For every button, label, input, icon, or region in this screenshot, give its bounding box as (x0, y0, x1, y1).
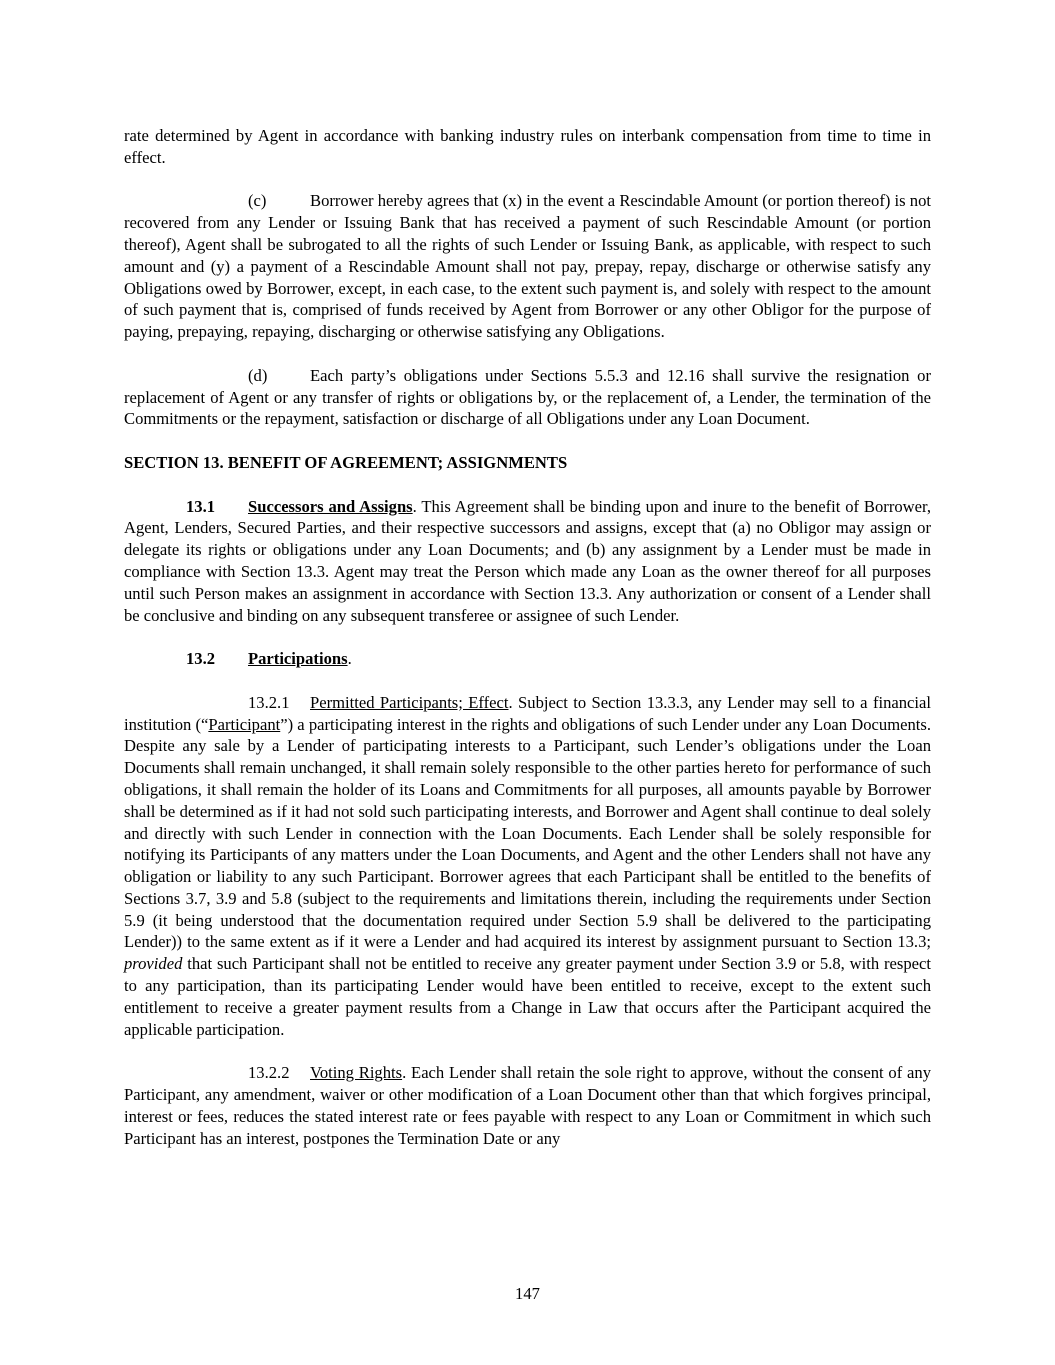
provided-italic-term: provided (124, 954, 183, 974)
section-13-1-text: This Agreement shall be binding upon and inure to the benefit of Borrower, Agent, Lenders, Secured Parties, and their respective successors and assigns, except that (a) no Obligor may assign or delegate its rights or obligations under any Loan Documents; and (b) any assignment by a Lender must be made in compliance with Section 13.3. Agent may treat the Person which made any Loan as the owner thereof for all purposes until such Person makes an assignment in accordance with Section 13.3. Any authorization or consent of a Lender shall be conclusive and binding on any subsequent transferee or assignee of such Lender. (124, 496, 932, 625)
paragraph-d (124, 365, 931, 430)
section-13-2-2-title: Voting Rights (310, 1063, 403, 1083)
page-number: 147 (515, 1284, 540, 1303)
section-13-2-1-text-c: that such Participant shall not be entitled to receive any greater payment under Section 3.9 or 5.8, with respect to any participation, than its participating Lender would have been entitled to receive, except to the extent such entitlement to receive a greater payment results from a Change in Law that occurs after the Participant acquired the applicable participation. (124, 954, 931, 1039)
paragraph-c-marker: (c) (248, 191, 267, 211)
paragraph-d-marker: (d) (248, 365, 268, 385)
section-13-1-number: 13.1 (186, 496, 216, 516)
section-13-2-number: 13.2 (186, 649, 216, 669)
paragraph-c (124, 190, 931, 343)
section-13-2-1-number: 13.2.1 (248, 692, 290, 712)
section-13-2-1-text-b: ”) a participating interest in the rights and obligations of such Lender under any Loan Documents. Despite any sale by a Lender of participating interests to a Participant, such Lender’s obligations under the Loan Documents shall remain unchanged, it shall remain solely responsible to the other parties hereto for performance of such obligations, it shall remain the holder of its Loans and Commitments for all purposes, all amounts payable by Borrower shall be determined as if it had not sold such participating interests, and Borrower and Agent shall continue to deal solely and directly with such Lender in connection with the Loan Documents. Each Lender shall be solely responsible for notifying its Participants of any matters under the Loan Documents, and Agent and the other Lenders shall not have any obligation or liability to any such Participant. Borrower agrees that each Participant shall be entitled to the benefits of Sections 3.7, 3.9 and 5.8 (subject to the requirements and limitations therein, including the requirements under Section 5.9 (it being understood that the documentation required under Section 5.9 shall be delivered to the participating Lender)) to the same extent as if it were a Lender and had acquired its interest by assignment pursuant to Section 13.3; (124, 714, 931, 952)
paragraph-d-text: Each party’s obligations under Sections 5.5.3 and 12.16 shall survive the resignation or replacement of Agent or any transfer of rights or obligations by, or the replacement of, a Lender, the termination of the Commitments or the repayment, satisfaction or discharge of all Obligations under any Loan Document. (124, 365, 931, 429)
section-13-2-2-number: 13.2.2 (248, 1063, 290, 1083)
section-13-2-title-period: . (347, 649, 352, 669)
section-13-1 (124, 496, 931, 627)
section-13-2-1-text-a: . Subject to Section 13.3.3, any Lender may sell to a financial institution (“ (124, 692, 931, 734)
section-13-2-2-text: . Each Lender shall retain the sole right to approve, without the consent of any Participant, any amendment, waiver or other modification of a Loan Document other than that which forgives principal, interest or fees, reduces the stated interest rate or fees payable with respect to any Loan or Commitment in which such Participant has an interest, postpones the Termination Date or any (124, 1063, 932, 1148)
section-13-1-title: Successors and Assigns (248, 496, 413, 516)
section-13-2-2 (124, 1062, 931, 1149)
section-13-heading: SECTION 13. BENEFIT OF AGREEMENT; ASSIGNMENTS (124, 452, 568, 472)
paragraph-c-text: Borrower hereby agrees that (x) in the event a Rescindable Amount (or portion thereof) is not recovered from any Lender or Issuing Bank that has received a payment of such Rescindable Amount (or portion thereof), Agent shall be subrogated to all the rights of such Lender or Issuing Bank, as applicable, with respect to such amount and (y) a payment of a Rescindable Amount shall not pay, prepay, repay, discharge or otherwise satisfy any Obligations owed by Borrower, except, in each case, to the extent such payment is, and solely with respect to the amount of such payment that is, comprised of funds received by Agent from Borrower or any other Obligor for the purpose of paying, prepaying, repaying, discharging or otherwise satisfying any Obligations. (124, 191, 931, 342)
section-13-2-1 (124, 692, 931, 1041)
section-13-2-title: Participations (248, 649, 348, 669)
section-13-1-title-period: . (412, 496, 417, 516)
continued-paragraph: rate determined by Agent in accordance with banking industry rules on interbank compensation from time to time in effect. (124, 126, 931, 167)
participant-defined-term: Participant (208, 714, 281, 734)
section-13-2 (124, 648, 931, 670)
section-13-2-1-title: Permitted Participants; Effect (310, 692, 509, 712)
